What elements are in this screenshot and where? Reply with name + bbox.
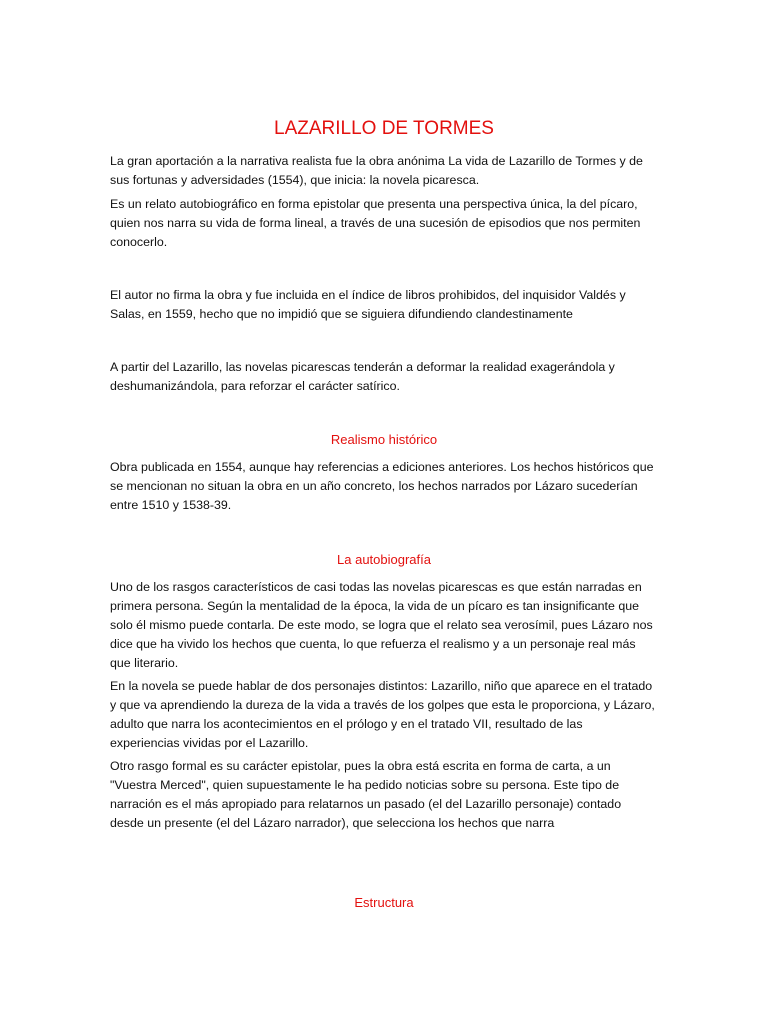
section-heading-realismo: Realismo histórico: [330, 432, 438, 447]
intro-paragraph-3: El autor no firma la obra y fue incluida en el índice de libros prohibidos, del inquisidor Valdés y Salas, en 1559, hecho que no impidió que se siguiera difundiendo clandestinamente: [110, 288, 626, 321]
section-heading-autobiografia: La autobiografía: [337, 552, 431, 567]
page-title: LAZARILLO DE TORMES: [274, 118, 494, 139]
intro-paragraph-4: A partir del Lazarillo, las novelas picarescas tenderán a deformar la realidad exagerándola y deshumanizándola, para reforzar el carácter satírico.: [110, 360, 615, 393]
section-heading-estructura: Estructura: [354, 895, 414, 910]
autobiografia-paragraph-2: En la novela se puede hablar de dos personajes distintos: Lazarillo, niño que aparece en el tratado y que va aprendiendo la dureza de la vida a través de los golpes que esta le proporciona, y Lázaro, adulto que narra los acontecimientos en el prólogo y en el tratado VII, resultado de las experiencias vividas por el Lazarillo.: [110, 679, 655, 750]
autobiografia-paragraph-1: Uno de los rasgos característicos de casi todas las novelas picarescas es que están narradas en primera persona. Según la mentalidad de la época, la vida de un pícaro es tan insignificante que solo él mismo puede contarla. De este modo, se logra que el relato sea verosímil, pues Lázaro nos dice que ha vivido los hechos que cuenta, lo que refuerza el realismo y a un personaje real más que literario.: [110, 580, 653, 670]
intro-paragraph-2: Es un relato autobiográfico en forma epistolar que presenta una perspectiva única, la del pícaro, quien nos narra su vida de forma lineal, a través de una sucesión de episodios que nos permiten conocerlo.: [110, 197, 641, 249]
autobiografia-paragraph-3: Otro rasgo formal es su carácter epistolar, pues la obra está escrita en forma de carta, a un "Vuestra Merced", quien supuestamente le ha pedido noticias sobre su persona. Este tipo de narración es el más apropiado para relatarnos un pasado (el del Lazarillo personaje) contado desde un presente (el del Lázaro narrador), que selecciona los hechos que narra: [110, 759, 622, 830]
realismo-paragraph-1: Obra publicada en 1554, aunque hay referencias a ediciones anteriores. Los hechos históricos que se mencionan no situan la obra en un año concreto, los hechos narrados por Lázaro sucederían entre 1510 y 1538-39.: [110, 460, 654, 512]
intro-paragraph-1: La gran aportación a la narrativa realista fue la obra anónima La vida de Lazarillo de Tormes y de sus fortunas y adversidades (1554), que inicia: la novela picaresca.: [110, 154, 643, 187]
